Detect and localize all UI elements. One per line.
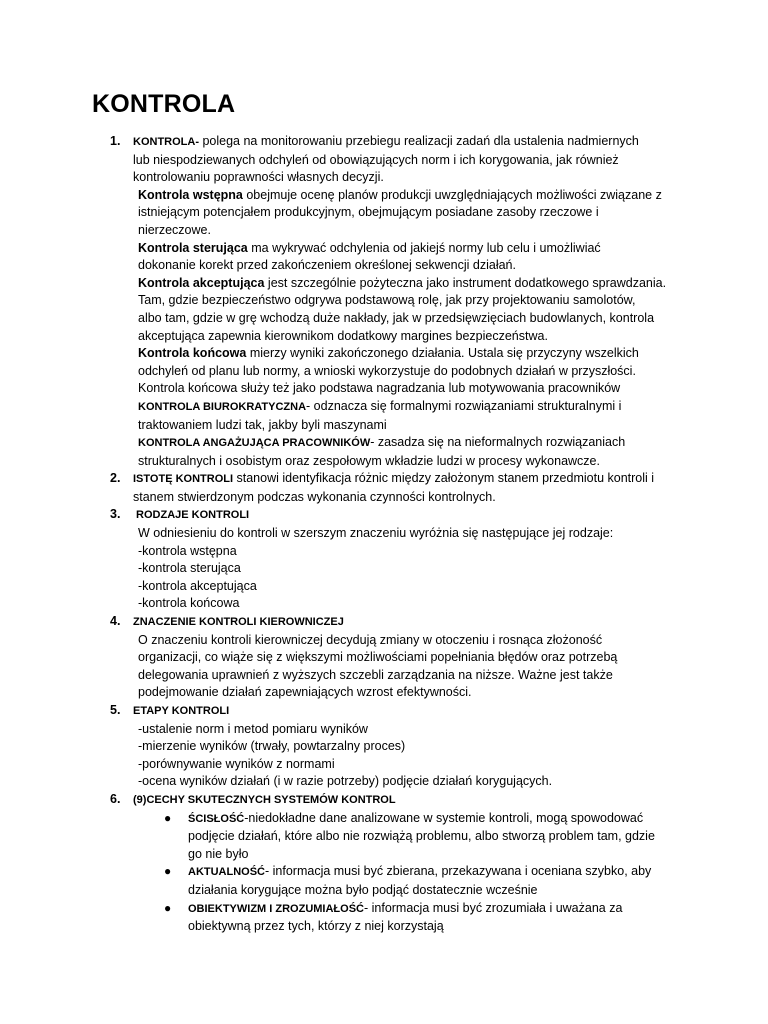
kontrola-wstepna-term: Kontrola wstępna [138, 187, 243, 202]
paragraph-text: - odznacza się formalnymi rozwiązaniami strukturalnymi i [306, 398, 622, 413]
section-3 [0, 506, 768, 613]
section-2-number: 2. [110, 471, 121, 486]
section-1-line: lub niespodziewanych odchyleń od obowiązujących norm i ich korygowania, jak również [133, 152, 619, 167]
kontrola-biurokratyczna-term: KONTROLA BIUROKRATYCZNA [138, 400, 307, 413]
bullet-term: ŚCISŁOŚĆ [188, 812, 245, 825]
section-3-list-item: -kontrola sterująca [138, 561, 241, 576]
kontrola-angazujaca-term: KONTROLA ANGAŻUJĄCA PRACOWNIKÓW [138, 437, 371, 450]
paragraph-text: strukturalnych i osobistym oraz zespołowym wkładzie ludzi w procesy wykonawcze. [138, 453, 600, 468]
section-6 [0, 791, 768, 936]
paragraph-text: akceptująca zapewnia kierownikom dodatkowy margines bezpieczeństwa. [138, 328, 548, 343]
paragraph-text: traktowaniem ludzi tak, jakby byli maszynami [138, 417, 387, 432]
paragraph-text: dokonanie korekt przed zakończeniem określonej sekwencji działań. [138, 258, 516, 273]
section-5-list-item: -ocena wyników działań (i w razie potrzeby) podjęcie działań korygujących. [138, 774, 553, 789]
section-5-number: 5. [110, 703, 121, 717]
section-1-line: kontrolowaniu poprawności własnych decyzji. [133, 170, 384, 185]
bullet-text: - informacja musi być zbierana, przekazywana i oceniana szybko, aby [265, 864, 652, 879]
section-4-text: organizacji, co wiąże się z większymi możliwościami popełniania błędów oraz potrzebą [138, 650, 618, 665]
section-5-list-item: -ustalenie norm i metod pomiaru wyników [138, 721, 368, 736]
section-4-heading: ZNACZENIE KONTROLI KIEROWNICZEJ [133, 616, 344, 629]
paragraph-text: obejmuje ocenę planów produkcji uwzględniających możliwości związane z [242, 187, 662, 202]
paragraph-text: odchyleń od planu lub normy, a wnioski wykorzystuje do podobnych działań w przyszłości. [138, 363, 636, 378]
bullet-item-obiektywizm [164, 900, 682, 936]
paragraph-text: nierzeczowe. [138, 222, 211, 237]
section-6-number: 6. [110, 791, 121, 806]
section-3-number: 3. [110, 507, 121, 522]
section-4-number: 4. [110, 614, 121, 629]
section-5 [0, 702, 768, 791]
bullet-text: obiektywną przez tych, którzy z niej korzystają [188, 919, 444, 934]
section-1-number: 1. [110, 134, 121, 148]
bullet-icon: ● [164, 810, 172, 825]
bullet-text: działania korygujące można było podjąć dostatecznie wcześnie [188, 882, 538, 897]
section-5-list-item: -porównywanie wyników z normami [138, 756, 335, 771]
paragraph-text: albo tam, gdzie w grę wchodzą duże nakłady, jak w przedsięwzięciach budowlanych, kontrola [138, 310, 655, 325]
bullet-text: -niedokładne dane analizowane w systemie kontroli, mogą spowodować [244, 810, 644, 825]
section-2 [0, 470, 768, 506]
bullet-text: go nie było [188, 846, 249, 861]
kontrola-sterujaca-paragraph [133, 240, 682, 275]
section-1-text: polega na monitorowaniu przebiegu realizacji zadań dla ustalenia nadmiernych [199, 134, 639, 148]
section-3-list-item: -kontrola wstępna [138, 543, 237, 558]
section-3-heading: RODZAJE KONTROLI [133, 509, 250, 522]
paragraph-text: jest szczególnie pożyteczna jako instrument dodatkowego sprawdzania. [264, 275, 667, 290]
paragraph-text: - zasadza się na nieformalnych rozwiązaniach [370, 435, 626, 450]
kontrola-koncowa-term: Kontrola końcowa [138, 346, 247, 361]
document-body [0, 133, 768, 936]
kontrola-wstepna-paragraph [133, 187, 682, 240]
section-3-list-item: -kontrola końcowa [138, 596, 240, 611]
section-1-line [133, 133, 682, 152]
section-4-text: O znaczeniu kontroli kierowniczej decydują zmiany w otoczeniu i rosnąca złożoność [138, 632, 603, 647]
paragraph-text: mierzy wyniki zakończonego działania. Ustala się przyczyny wszelkich [246, 346, 639, 361]
kontrola-angazujaca-paragraph [133, 434, 682, 470]
paragraph-text: Kontrola końcowa służy też jako podstawa nagradzania lub motywowania pracowników [138, 381, 621, 396]
bullet-icon: ● [164, 900, 172, 915]
section-5-list-item: -mierzenie wyników (trwały, powtarzalny proces) [138, 739, 406, 754]
section-3-text: W odniesieniu do kontroli w szerszym znaczeniu wyróżnia się następujące jej rodzaje: [138, 526, 614, 541]
kontrola-akceptujaca-paragraph [133, 275, 682, 345]
paragraph-text: ma wykrywać odchylenia od jakiejś normy lub celu i umożliwiać [247, 240, 601, 255]
section-1 [0, 133, 768, 470]
bullet-text: podjęcie działań, które albo nie rozwiążą problemu, albo stworzą problem tam, gdzie [188, 829, 655, 844]
section-2-text: stanem stwierdzonym podczas wykonania czynności kontrolnych. [133, 489, 496, 504]
bullet-icon: ● [164, 864, 172, 879]
bullet-text: - informacja musi być zrozumiała i uważana za [363, 900, 623, 915]
kontrola-sterujaca-term: Kontrola sterująca [138, 240, 248, 255]
section-3-list-item: -kontrola akceptująca [138, 578, 257, 593]
paragraph-text: istniejącym potencjałem produkcyjnym, obejmującym posiadane zasoby rzeczowe i [138, 205, 599, 220]
bullet-term: AKTUALNOŚĆ [188, 866, 265, 879]
section-2-text: stanowi identyfikacja różnic między założonym stanem przedmiotu kontroli i [233, 471, 655, 486]
kontrola-biurokratyczna-paragraph [133, 398, 682, 434]
section-6-bullet-list [133, 810, 682, 936]
section-4-text: podejmowanie działań zapewniających wzrost efektywności. [138, 685, 472, 700]
kontrola-akceptujaca-term: Kontrola akceptująca [138, 275, 265, 290]
section-5-heading: ETAPY KONTROLI [133, 705, 230, 717]
bullet-term: OBIEKTYWIZM I ZROZUMIAŁOŚĆ [188, 902, 364, 915]
document-title: KONTROLA [92, 90, 236, 118]
bullet-item-aktualnosc [164, 863, 682, 899]
section-4-text: delegowania uprawnień z wyższych szczebli zarządzania na niższe. Ważne jest także [138, 667, 613, 682]
section-2-heading: ISTOTĘ KONTROLI [133, 473, 234, 486]
bullet-item-scislosc [164, 810, 682, 864]
section-1-heading: KONTROLA- [133, 136, 199, 148]
section-6-heading: (9)CECHY SKUTECZNYCH SYSTEMÓW KONTROL [133, 793, 396, 806]
section-4 [0, 613, 768, 702]
kontrola-koncowa-paragraph [133, 345, 682, 398]
paragraph-text: Tam, gdzie bezpieczeństwo odgrywa podstawową rolę, jak przy projektowaniu samolotów, [138, 293, 636, 308]
